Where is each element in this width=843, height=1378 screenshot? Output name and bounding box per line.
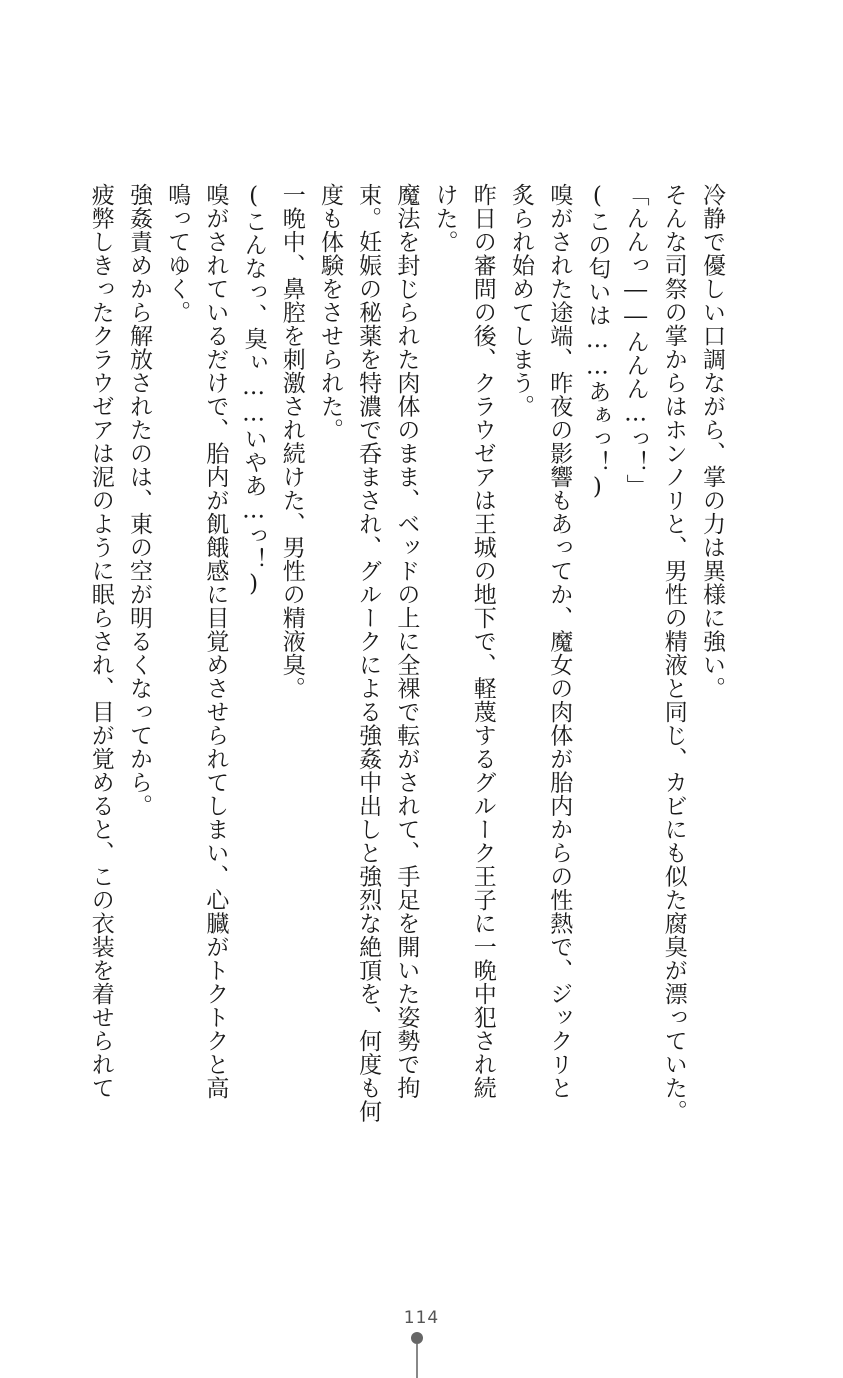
text-line: 昨日の審問の後、クラウゼアは王城の地下で、軽蔑するグルーク王子に一晩中犯され続 [469, 183, 496, 1100]
text-line: 度も体験をさせられた。 [316, 183, 343, 442]
vertical-text-body [82, 183, 731, 1123]
text-line: そんな司祭の掌からはホンノリと、男性の精液と同じ、カビにも似た腐臭が漂っていた。 [660, 183, 687, 1123]
text-line: 嗅がされた途端、昨夜の影響もあってか、魔女の肉体が胎内からの性熱で、ジックリと [546, 183, 573, 1100]
text-line: 強姦責めから解放されたのは、東の空が明るくなってから。 [125, 183, 152, 818]
text-line: 疲弊しきったクラウゼアは泥のように眠らされ、目が覚めると、この衣装を着せられて [87, 183, 114, 1100]
text-line: 束。妊娠の秘薬を特濃で呑まされ、グルークによる強姦中出しと強烈な絶頂を、何度も何 [355, 183, 382, 1123]
text-line: けた。 [431, 183, 458, 254]
text-line: 魔法を封じられた肉体のまま、ベッドの上に全裸で転がされて、手足を開いた姿勢で拘 [393, 183, 420, 1100]
text-line: 炙られ始めてしまう。 [507, 183, 534, 418]
text-line: (この匂いは……あぁっ！) [584, 183, 611, 501]
text-line: 嗅がされているだけで、胎内が飢餓感に目覚めさせられてしまい、心臓がトクトクと高 [202, 183, 229, 1100]
text-line: 鳴ってゆく。 [164, 183, 191, 324]
text-line: 一晩中、鼻腔を刺激され続けた、男性の精液臭。 [278, 183, 305, 700]
text-line: 「んんっ――んんん…っ！」 [622, 183, 649, 498]
text-line: (こんなっ、臭ぃ……いやあ…っ！) [240, 183, 267, 598]
text-line: 冷静で優しい口調ながら、掌の力は異様に強い。 [699, 183, 725, 700]
page-number: 114 [403, 1308, 440, 1328]
page-marker-line [416, 1344, 418, 1378]
page-marker-dot [411, 1332, 423, 1344]
